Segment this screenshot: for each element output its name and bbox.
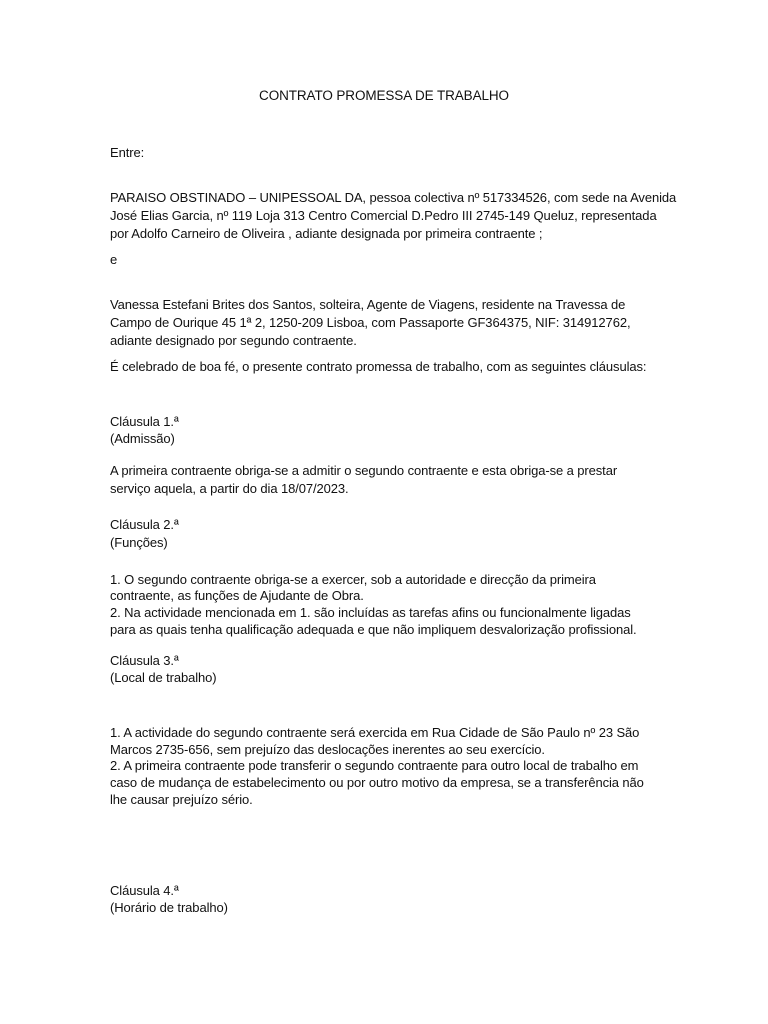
party2-line-2: Campo de Ourique 45 1ª 2, 1250-209 Lisboa, com Passaporte GF364375, NIF: 314912762,	[110, 315, 631, 330]
clausula2-heading: Cláusula 2.ª	[110, 517, 179, 532]
conjunction-e: e	[110, 252, 118, 267]
clausula2-body-line-3: 2. Na actividade mencionada em 1. são incluídas as tarefas afins ou funcionalmente ligadas	[110, 605, 631, 620]
clausula2-subtitle: (Funções)	[110, 535, 168, 550]
clausula2-body-line-2: contraente, as funções de Ajudante de Obra.	[110, 588, 364, 603]
clausula3-subtitle: (Local de trabalho)	[110, 670, 217, 685]
clausula1-body-line-2: serviço aquela, a partir do dia 18/07/2023.	[110, 481, 349, 496]
clausula3-body-line-3: 2. A primeira contraente pode transferir o segundo contraente para outro local de trabalho em	[110, 758, 639, 773]
clausula3-body-line-2: Marcos 2735-656, sem prejuízo das deslocações inerentes ao seu exercício.	[110, 742, 545, 757]
clausula3-body-line-4: caso de mudança de estabelecimento ou por outro motivo da empresa, se a transferência não	[110, 775, 644, 790]
party2-line-3: adiante designado por segundo contraente.	[110, 333, 357, 348]
party2-line-1: Vanessa Estefani Brites dos Santos, solteira, Agente de Viagens, residente na Travessa de	[110, 297, 626, 312]
clausula4-heading: Cláusula 4.ª	[110, 883, 179, 898]
document-title: CONTRATO PROMESSA DE TRABALHO	[259, 88, 509, 103]
party1-line-3: por Adolfo Carneiro de Oliveira , adiante designada por primeira contraente ;	[110, 226, 543, 241]
party1-line-1: PARAISO OBSTINADO – UNIPESSOAL DA, pessoa colectiva nº 517334526, com sede na Avenida	[110, 190, 677, 205]
clausula1-subtitle: (Admissão)	[110, 431, 175, 446]
clausula3-body-line-5: lhe causar prejuízo sério.	[110, 792, 253, 807]
clausula3-heading: Cláusula 3.ª	[110, 653, 179, 668]
clausula1-heading: Cláusula 1.ª	[110, 414, 179, 429]
clausula2-body-line-1: 1. O segundo contraente obriga-se a exercer, sob a autoridade e direcção da primeira	[110, 572, 596, 587]
clausula1-body-line-1: A primeira contraente obriga-se a admitir o segundo contraente e esta obriga-se a prestar	[110, 463, 618, 478]
party1-line-2: José Elias Garcia, nº 119 Loja 313 Centro Comercial D.Pedro III 2745-149 Queluz, representada	[110, 208, 657, 223]
clausula3-body-line-1: 1. A actividade do segundo contraente será exercida em Rua Cidade de São Paulo nº 23 São	[110, 725, 640, 740]
entre-label: Entre:	[110, 145, 145, 160]
clausula2-body-line-4: para as quais tenha qualificação adequada e que não impliquem desvalorização profissional.	[110, 622, 637, 637]
clausula4-subtitle: (Horário de trabalho)	[110, 900, 228, 915]
intro-paragraph: É celebrado de boa fé, o presente contrato promessa de trabalho, com as seguintes cláusulas:	[110, 359, 647, 374]
